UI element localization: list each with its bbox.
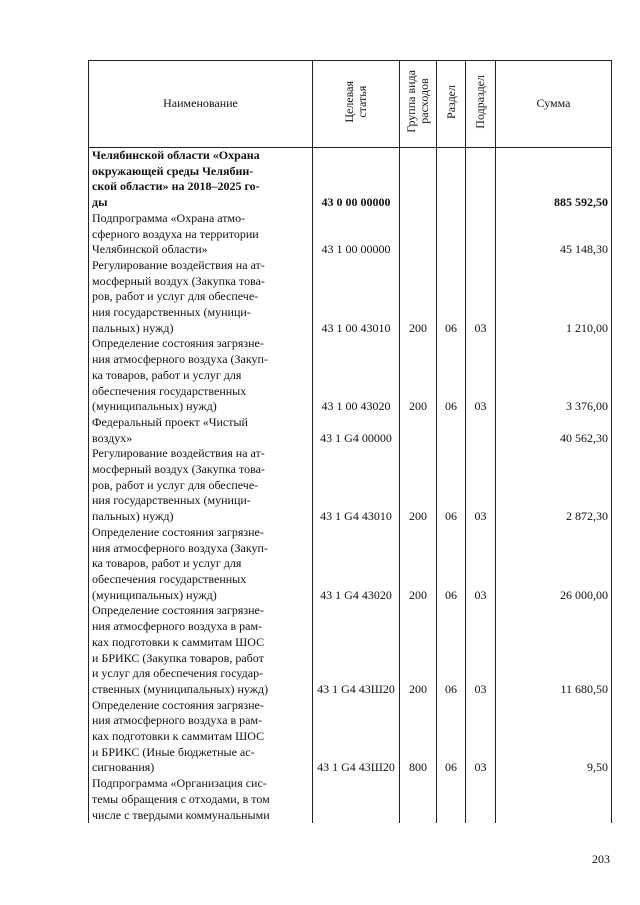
header-name: Наименование [89,61,313,148]
row-name-line: ках подготовки к саммитам ШОС [92,729,265,744]
row-name-line: (муниципальных) нужд) [92,587,217,602]
table-row [89,603,612,697]
row-name-line: Регулирование воздействия на ат- [92,257,265,272]
row-name-line: ках подготовки к саммитам ШОС [92,634,265,649]
row-target-article: 43 0 00 00000 [313,148,400,211]
row-expense-group: 200 [400,336,437,415]
row-sum: 885 592,50 [496,148,612,211]
row-target-article: 43 1 G4 00000 [313,415,400,446]
row-name [89,258,313,337]
row-name-line: ка товаров, работ и услуг для [92,367,242,382]
table-row [89,258,612,337]
row-section: 06 [437,336,466,415]
row-name-line: (муниципальных) нужд) [92,399,217,414]
row-name-line: ственных (муниципальных) нужд) [92,681,269,696]
header-subsection: Подраздел [466,61,496,148]
row-section: 06 [437,258,466,337]
header-section: Раздел [437,61,466,148]
row-expense-group: 200 [400,603,437,697]
row-target-article: 43 1 00 00000 [313,211,400,258]
table-header [89,61,612,148]
row-name-line: ка товаров, работ и услуг для [92,556,242,571]
row-name-line: пальных) нужд) [92,509,174,524]
row-sum: 3 376,00 [496,336,612,415]
row-name [89,415,313,446]
row-name-line: ров, работ и услуг для обеспече- [92,477,259,492]
row-section [437,211,466,258]
row-name-line: обеспечения государственных [92,383,247,398]
row-name-line: мосферный воздух (Закупка това- [92,462,265,477]
table-row [89,446,612,525]
row-name-line: ды [92,195,108,210]
table-row [89,776,612,823]
row-section [437,415,466,446]
row-expense-group: 800 [400,698,437,777]
row-name [89,603,313,697]
row-name-line: ния атмосферного воздуха (Закуп- [92,352,268,367]
row-section: 06 [437,603,466,697]
row-name-line: Подпрограмма «Организация сис- [92,776,267,791]
row-name-line: темы обращения с отходами, в том [92,791,270,806]
header-sum: Сумма [496,61,612,148]
row-target-article: 43 1 G4 43010 [313,446,400,525]
row-name-line: ния атмосферного воздуха в рам- [92,713,263,728]
row-sum [496,776,612,823]
row-subsection: 03 [466,698,496,777]
row-sum: 45 148,30 [496,211,612,258]
row-target-article [313,776,400,823]
row-subsection [466,776,496,823]
row-name-line: сферного воздуха на территории [92,226,259,241]
table-row [89,336,612,415]
row-name-line: воздух» [92,430,133,445]
row-expense-group: 200 [400,258,437,337]
row-expense-group [400,148,437,211]
table-row [89,148,612,211]
row-name-line: окружающей среды Челябин- [92,163,254,178]
row-name-line: ния атмосферного воздуха в рам- [92,619,263,634]
row-name-line: ния государственных (муници- [92,493,251,508]
row-sum: 11 680,50 [496,603,612,697]
row-name [89,211,313,258]
row-expense-group [400,211,437,258]
row-name-line: ния атмосферного воздуха (Закуп- [92,540,268,555]
header-target-article: Целевая статья [313,61,400,148]
row-name [89,525,313,604]
row-name-line: сигнования) [92,760,155,775]
row-target-article: 43 1 G4 43020 [313,525,400,604]
row-subsection: 03 [466,446,496,525]
row-subsection [466,148,496,211]
row-sum: 9,50 [496,698,612,777]
header-expense-group: Группа вида расходов [400,61,437,148]
row-section: 06 [437,698,466,777]
row-expense-group: 200 [400,525,437,604]
row-section: 06 [437,446,466,525]
row-name-line: пальных) нужд) [92,320,174,335]
row-name-line: Регулирование воздействия на ат- [92,446,265,461]
row-name-line: числе с твердыми коммунальными [92,807,270,822]
row-name-line: Федеральный проект «Чистый [92,414,248,429]
row-name [89,336,313,415]
row-name-line: Челябинской области «Охрана [92,148,260,162]
row-subsection [466,415,496,446]
row-name-line: Подпрограмма «Охрана атмо- [92,210,246,225]
row-name-line: мосферный воздух (Закупка това- [92,273,265,288]
row-name-line: обеспечения государственных [92,571,247,586]
row-name-line: ния государственных (муници- [92,305,251,320]
row-subsection: 03 [466,525,496,604]
row-name-line: Определение состояния загрязне- [92,603,264,618]
row-target-article: 43 1 00 43010 [313,258,400,337]
row-name [89,446,313,525]
row-expense-group [400,776,437,823]
row-section: 06 [437,525,466,604]
row-name [89,698,313,777]
row-expense-group [400,415,437,446]
table-body [89,148,612,824]
row-section [437,148,466,211]
table-row [89,698,612,777]
row-sum: 1 210,00 [496,258,612,337]
row-name [89,776,313,823]
row-section [437,776,466,823]
row-name-line: Челябинской области» [92,242,208,257]
table-row [89,415,612,446]
row-name-line: ров, работ и услуг для обеспече- [92,289,259,304]
row-subsection: 03 [466,336,496,415]
row-target-article: 43 1 G4 43Ш20 [313,603,400,697]
row-name-line: Определение состояния загрязне- [92,524,264,539]
row-expense-group: 200 [400,446,437,525]
row-name-line: Определение состояния загрязне- [92,697,264,712]
row-name-line: и услуг для обеспечения государ- [92,666,264,681]
page-number: 203 [592,852,610,866]
row-target-article: 43 1 G4 43Ш20 [313,698,400,777]
row-sum: 40 562,30 [496,415,612,446]
budget-table [88,60,612,823]
row-subsection: 03 [466,603,496,697]
row-name-line: и БРИКС (Закупка товаров, работ [92,650,264,665]
row-target-article: 43 1 00 43020 [313,336,400,415]
table-row [89,525,612,604]
row-name-line: Определение состояния загрязне- [92,336,264,351]
row-sum: 26 000,00 [496,525,612,604]
row-subsection: 03 [466,258,496,337]
row-sum: 2 872,30 [496,446,612,525]
row-name-line: и БРИКС (Иные бюджетные ас- [92,744,255,759]
row-subsection [466,211,496,258]
row-name [89,148,313,211]
table-row [89,211,612,258]
row-name-line: ской области» на 2018–2025 го- [92,179,260,194]
